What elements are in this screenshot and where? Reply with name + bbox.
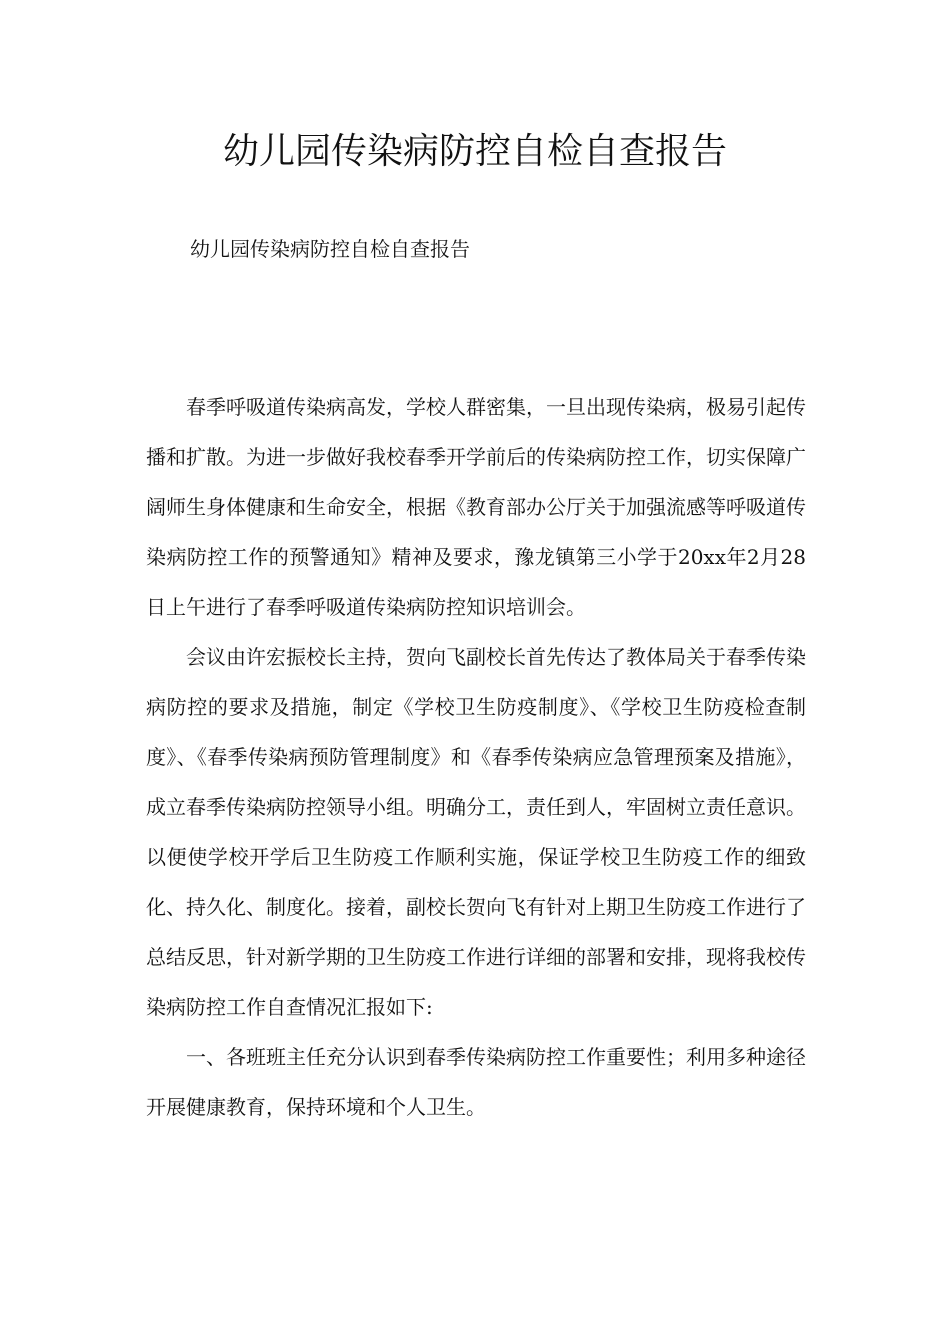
document-body [146, 382, 806, 1132]
paragraph-item-1: 一、各班班主任充分认识到春季传染病防控工作重要性；利用多种途径开展健康教育，保持环境和个人卫生。 [146, 1045, 806, 1119]
document-subtitle: 幼儿园传染病防控自检自查报告 [190, 237, 470, 261]
paragraph-meeting: 会议由许宏振校长主持，贺向飞副校长首先传达了教体局关于春季传染病防控的要求及措施，制定《学校卫生防疫制度》、《学校卫生防疫检查制度》、《春季传染病预防管理制度》和《春季传染病应急管理预案及措施》，成立春季传染病防控领导小组。明确分工，责任到人，牢固树立责任意识。以便使学校开学后卫生防疫工作顺利实施，保证学校卫生防疫工作的细致化、持久化、制度化。接着，副校长贺向飞有针对上期卫生防疫工作进行了总结反思，针对新学期的卫生防疫工作进行详细的部署和安排，现将我校传染病防控工作自查情况汇报如下: [146, 645, 806, 1019]
paragraph-intro: 春季呼吸道传染病高发，学校人群密集，一旦出现传染病，极易引起传播和扩散。为进一步做好我校春季开学前后的传染病防控工作，切实保障广阔师生身体健康和生命安全，根据《教育部办公厅关于加强流感等呼吸道传染病防控工作的预警通知》精神及要求，豫龙镇第三小学于20xx年2月28日上午进行了春季呼吸道传染病防控知识培训会。 [146, 395, 806, 619]
document-title: 幼儿园传染病防控自检自查报告 [222, 131, 727, 172]
